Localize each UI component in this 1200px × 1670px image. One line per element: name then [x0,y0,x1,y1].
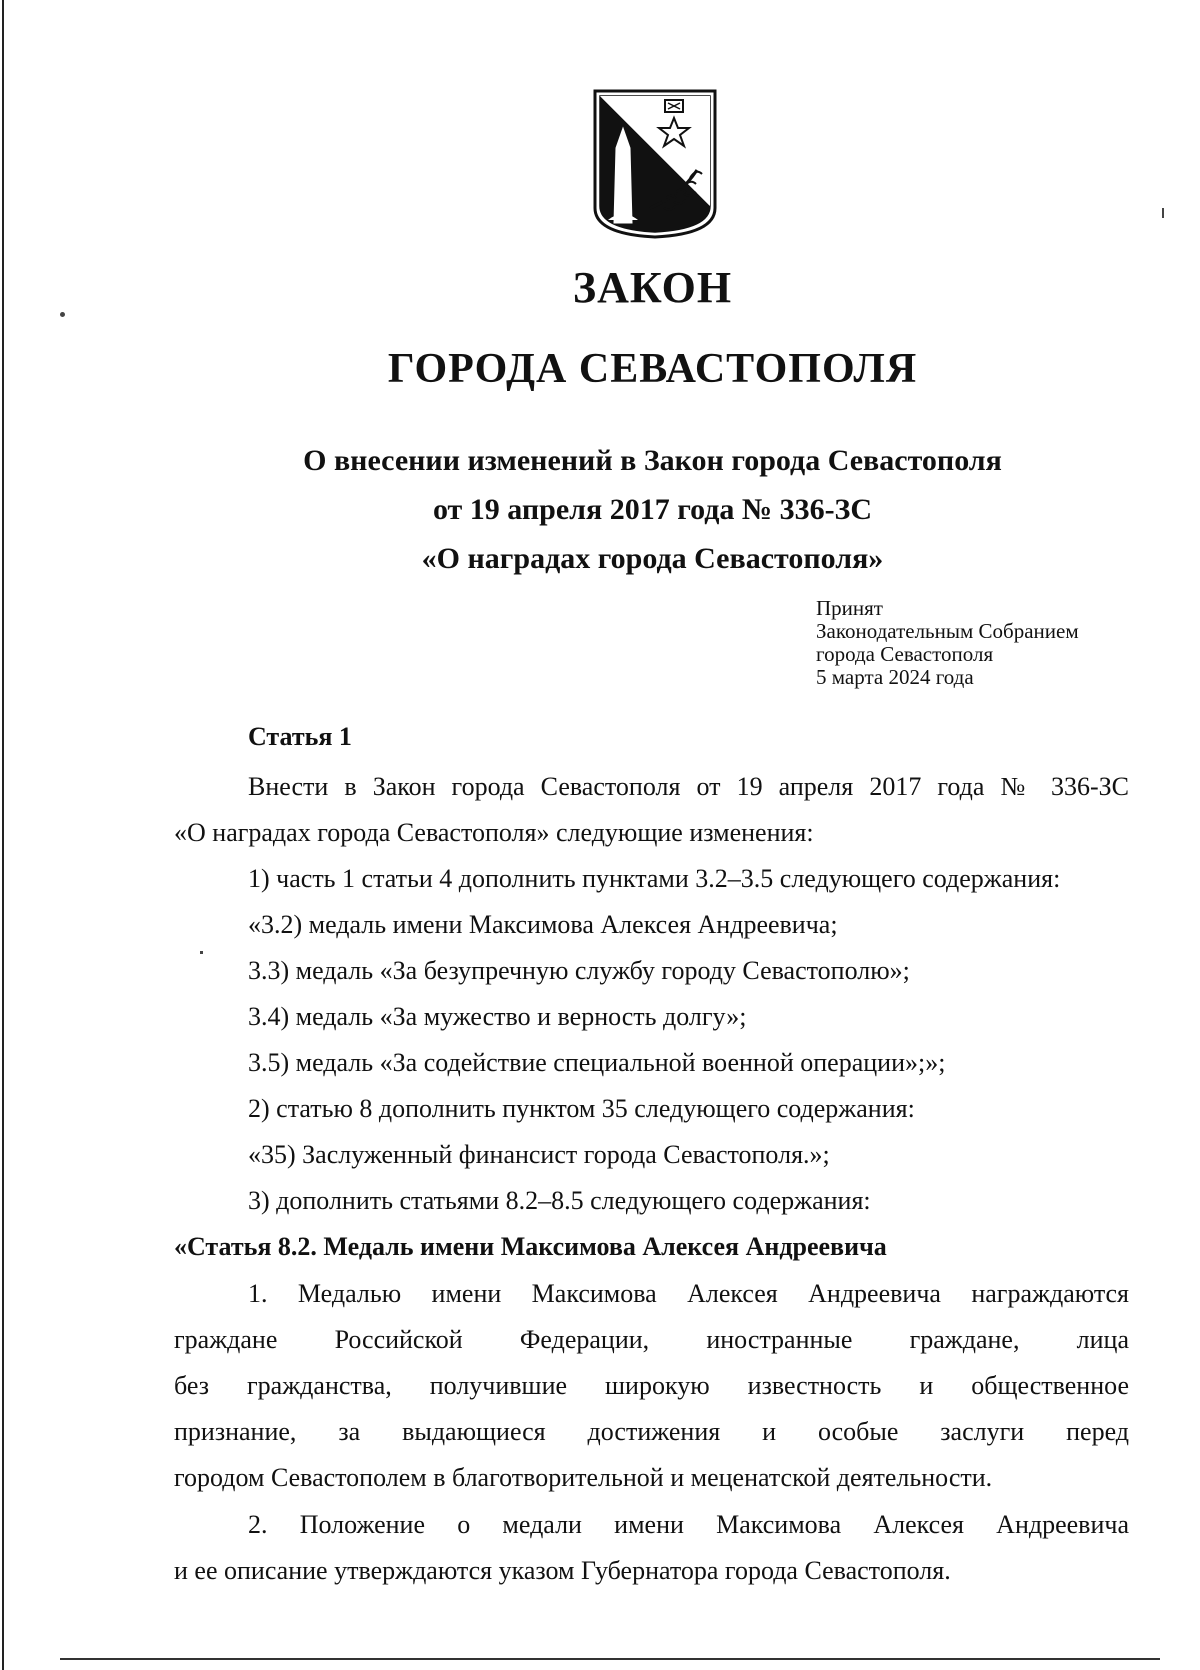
scan-speck [1162,208,1164,218]
amendment-item: 3) дополнить статьями 8.2–8.5 следующего содержания: [248,1186,871,1215]
paragraph-line: городом Севастополем в благотворительной и меценатской деятельности. [174,1463,993,1492]
amendment-item: «35) Заслуженный финансист города Севастополя.»; [248,1140,830,1169]
adoption-note-line: Принят [816,596,883,620]
paragraph-line: 1. Медалью имени Максимова Алексея Андреевича награждаются [248,1279,1129,1308]
amendment-item: 3.4) медаль «За мужество и верность долгу»; [248,1002,747,1031]
document-subtitle: ГОРОДА СЕВАСТОПОЛЯ [387,346,918,392]
intro-line: «О наградах города Севастополя» следующие изменения: [174,818,814,847]
adoption-note [816,597,1079,689]
document-title: ЗАКОН [572,263,733,312]
amendment-item: «3.2) медаль имени Максимова Алексея Андреевича; [248,910,838,939]
amendment-item: 2) статью 8 дополнить пунктом 35 следующего содержания: [248,1094,915,1123]
scan-speck [200,951,203,954]
article-8-2-title: «Статья 8.2. Медаль имени Максимова Алексея Андреевича [174,1232,887,1261]
law-heading-line: «О наградах города Севастополя» [421,542,884,575]
coat-of-arms-emblem [592,88,718,240]
article-title: Статья 1 [248,722,352,751]
scan-bottom-edge [60,1658,1160,1660]
scan-left-edge [2,0,4,1670]
paragraph-line: граждане Российской Федерации, иностранные граждане, лица [174,1325,1129,1354]
adoption-note-line: 5 марта 2024 года [816,665,974,689]
amendment-item: 1) часть 1 статьи 4 дополнить пунктами 3.2–3.5 следующего содержания: [248,864,1061,893]
paragraph-line: и ее описание утверждаются указом Губернатора города Севастополя. [174,1556,951,1585]
paragraph-line: 2. Положение о медали имени Максимова Алексея Андреевича [248,1510,1129,1539]
law-heading-line: О внесении изменений в Закон города Севастополя [303,444,1002,477]
law-heading [0,436,1200,583]
sevastopol-coat-of-arms-icon [592,88,718,240]
amendment-item: 3.5) медаль «За содействие специальной военной операции»;»; [248,1048,946,1077]
intro-line: Внести в Закон города Севастополя от 19 апреля 2017 года № 336-ЗС [248,772,1129,801]
law-heading-line: от 19 апреля 2017 года № 336-ЗС [432,493,873,526]
amendment-item: 3.3) медаль «За безупречную службу городу Севастополю»; [248,956,910,985]
paragraph-line: без гражданства, получившие широкую известность и общественное [174,1371,1129,1400]
adoption-note-line: Законодательным Собранием [816,619,1079,643]
adoption-note-line: города Севастополя [816,642,994,666]
paragraph-line: признание, за выдающиеся достижения и особые заслуги перед [174,1417,1129,1446]
